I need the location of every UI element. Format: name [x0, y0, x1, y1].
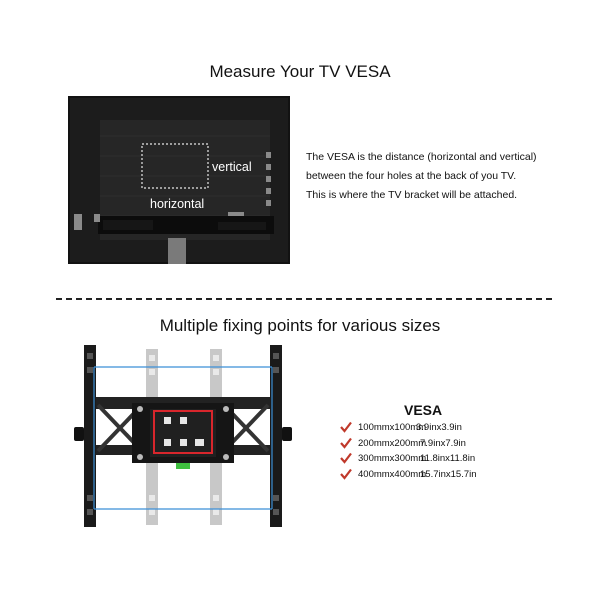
vertical-label: vertical	[212, 160, 252, 174]
vesa-mm: 200mmx200mm	[358, 437, 427, 449]
vesa-inch: 15.7inx15.7in	[420, 468, 477, 480]
vesa-title: VESA	[404, 402, 443, 418]
horizontal-label: horizontal	[150, 197, 205, 211]
vesa-inch: 7.9inx7.9in	[420, 437, 466, 449]
description-line: The VESA is the distance (horizontal and vertical)	[306, 151, 537, 163]
checkmark-icon	[340, 421, 352, 433]
checkmark-icon	[340, 452, 352, 464]
tv-mount-illustration	[70, 345, 296, 530]
vesa-inch: 3.9inx3.9in	[416, 422, 462, 433]
section-title: Multiple fixing points for various sizes	[159, 316, 441, 335]
vesa-description	[306, 148, 596, 205]
vesa-mm: 400mmx400mm	[358, 468, 427, 480]
page-title: Measure Your TV VESA	[209, 62, 391, 81]
checkmark-icon	[340, 437, 352, 449]
vesa-mm: 100mmx100mm	[358, 422, 427, 433]
checkmark-icon	[340, 468, 352, 480]
vesa-mm: 300mmx300mm	[358, 453, 427, 464]
section-divider	[56, 298, 552, 300]
vesa-inch: 11.8inx11.8in	[420, 453, 476, 464]
description-line: between the four holes at the back of you TV.	[306, 170, 517, 182]
tv-back-illustration	[68, 96, 290, 264]
description-line: This is where the TV bracket will be attached.	[306, 189, 518, 201]
